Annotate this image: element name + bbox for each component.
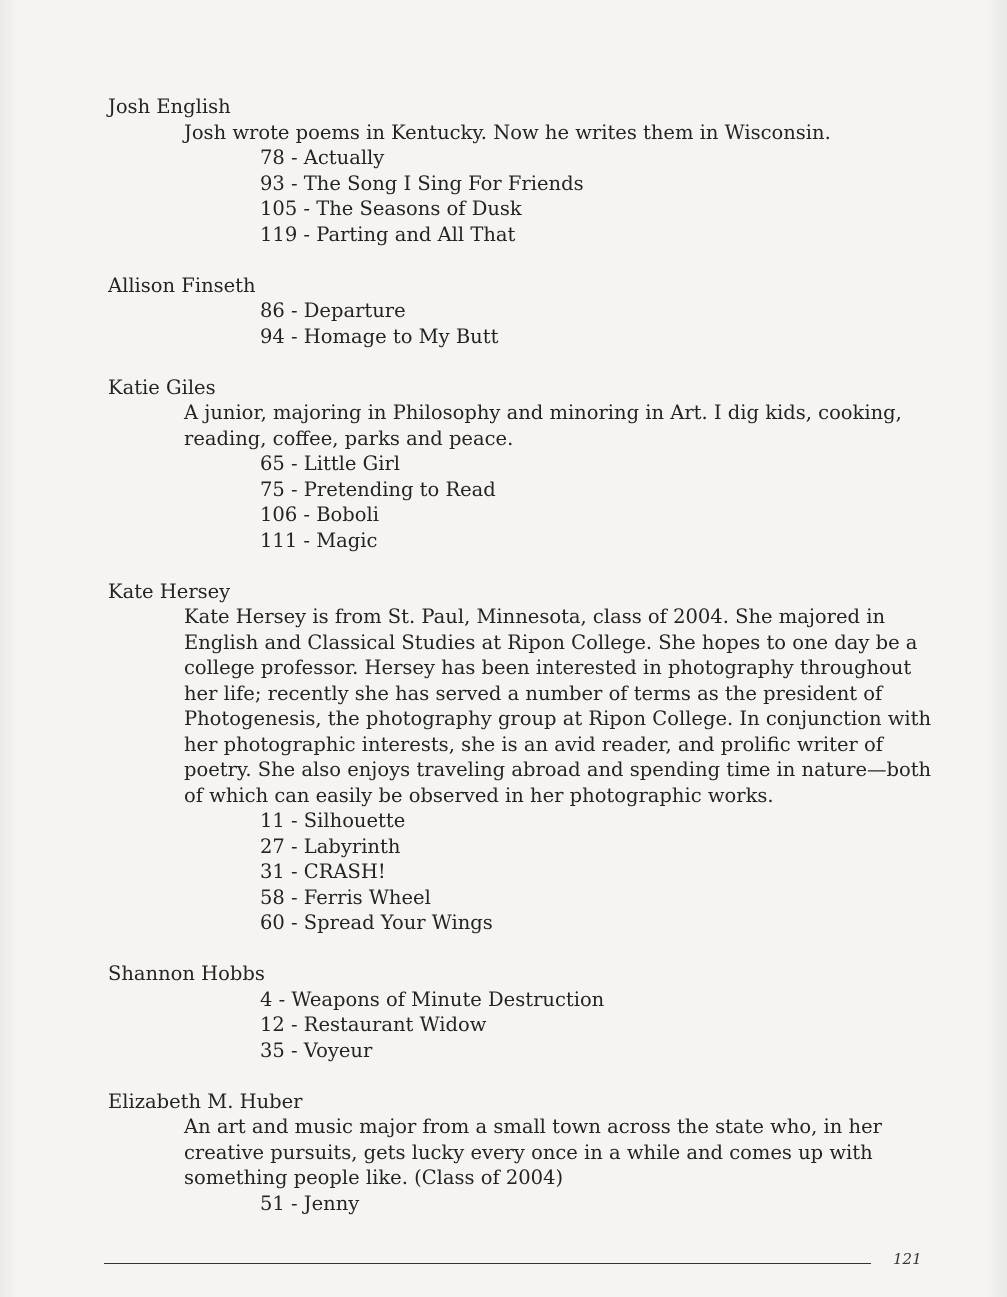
author-name: Josh English (108, 95, 231, 118)
footer-rule (104, 1263, 871, 1264)
author-bio: A junior, majoring in Philosophy and minoring in Art. I dig kids, cooking, reading, coffee, parks and peace. (184, 401, 902, 450)
work-item: 31 - CRASH! (260, 860, 386, 883)
work-item: 4 - Weapons of Minute Destruction (260, 987, 605, 1011)
work-item: 111 - Magic (260, 528, 378, 552)
work-item: 11 - Silhouette (260, 809, 406, 832)
work-item: 60 - Spread Your Wings (260, 911, 493, 934)
work-item: 86 - Departure (260, 299, 406, 322)
work-item: 105 - The Seasons of Dusk (260, 197, 522, 220)
author-name: Allison Finseth (108, 273, 256, 297)
author-bio: Kate Hersey is from St. Paul, Minnesota, class of 2004. She majored in English and Classical Studies at Ripon College. She hopes to one day be a college professor. Hersey has been interested in photography throughout her life; recently she has served a number of terms as the president of Photogenesis, the photography group at Ripon College. In conjunction with her photographic interests, she is an avid reader, and prolific writer of poetry. She also enjoys traveling abroad and spending time in nature—both of which can easily be observed in her photographic works. (184, 605, 932, 807)
works-list (260, 1191, 938, 1217)
contributors-list (108, 94, 938, 1242)
author-entry (108, 579, 938, 936)
author-name: Elizabeth M. Huber (108, 1089, 303, 1113)
work-item: 93 - The Song I Sing For Friends (260, 171, 584, 195)
author-bio: Josh wrote poems in Kentucky. Now he writes them in Wisconsin. (184, 120, 831, 144)
work-item: 106 - Boboli (260, 503, 379, 526)
author-entry (108, 94, 938, 247)
work-item: 27 - Labyrinth (260, 834, 401, 858)
author-name: Katie Giles (108, 375, 216, 399)
work-item: 119 - Parting and All That (260, 222, 516, 246)
works-list (260, 145, 938, 247)
work-item: 94 - Homage to My Butt (260, 324, 499, 348)
works-list (260, 808, 938, 936)
works-list (260, 298, 938, 349)
work-item: 58 - Ferris Wheel (260, 885, 431, 909)
work-item: 78 - Actually (260, 146, 385, 169)
author-entry (108, 375, 938, 554)
works-list (260, 987, 938, 1064)
author-name: Shannon Hobbs (108, 962, 265, 985)
author-name: Kate Hersey (108, 579, 231, 603)
author-entry (108, 961, 938, 1063)
author-entry (108, 273, 938, 350)
work-item: 12 - Restaurant Widow (260, 1013, 487, 1036)
work-item: 75 - Pretending to Read (260, 477, 496, 501)
works-list (260, 451, 938, 553)
author-bio: An art and music major from a small town across the state who, in her creative pursuits, gets lucky every once in a while and comes up with something people like. (Class of 2004) (184, 1115, 882, 1189)
author-entry (108, 1089, 938, 1217)
page-number: 121 (893, 1250, 922, 1268)
work-item: 35 - Voyeur (260, 1038, 373, 1062)
work-item: 65 - Little Girl (260, 452, 401, 475)
work-item: 51 - Jenny (260, 1191, 360, 1215)
